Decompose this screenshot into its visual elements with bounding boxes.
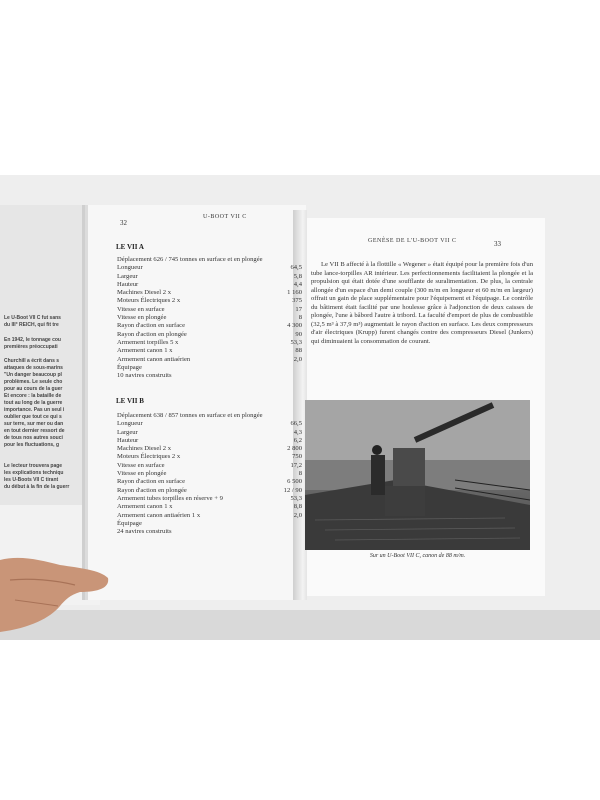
spec-label: Longueur [117,264,143,272]
cover-line: importance. Pas un seul i [4,407,65,413]
spec-value: 12 / 90 [283,486,302,494]
spec-value: 2 800 [287,445,302,453]
spec-label: Longueur [117,420,143,428]
spec-label: Machines Diesel 2 x [117,445,172,453]
cover-line: oublier que tout ce qui s [4,414,62,420]
cover-line: En 1942, le tonnage cou [4,337,61,343]
spec-value: 8 [298,314,302,322]
spec-table-vii-b [117,412,302,536]
spec-label: Rayon d'action en surface [117,478,186,486]
spec-row [117,462,302,470]
spec-label: Machines Diesel 2 x [117,289,172,297]
spec-row [117,495,302,503]
spec-label: Rayon d'action en surface [117,322,186,330]
spec-label: Hauteur [117,436,139,444]
spec-label: Déplacement 638 / 857 tonnes en surface et en plongée [117,412,263,419]
spec-label: Déplacement 626 / 745 tonnes en surface et en plongée [117,256,263,263]
cover-line: attaques de sous-marins [4,365,63,371]
spec-row [117,256,302,264]
cover-line: pour les fluctuations, g [4,442,60,448]
spec-value: 6,2 [293,436,302,444]
spec-label: Armement torpilles 5 x [117,338,179,346]
cover-line: problèmes. Le seule cho [4,379,63,385]
spec-value: 53,3 [290,338,302,346]
section-title-vii-a: LE VII A [116,243,144,251]
spec-row [117,297,302,305]
cover-line: du III° REICH, qui fit tre [4,322,59,328]
cover-line: Et encore : la bataille de [4,393,62,399]
spec-value: 66,5 [290,420,302,428]
spec-label: Vitesse en surface [117,461,165,469]
spec-row [117,470,302,478]
hand-holding-page [0,540,110,640]
spec-row [117,528,302,536]
running-head-left: U-BOOT VII C [203,214,247,220]
spec-row [117,520,302,528]
spec-label: Vitesse en plongée [117,314,167,322]
spec-value: 750 [292,453,302,461]
spec-row [117,281,302,289]
page-number-left: 32 [120,219,127,227]
spec-label: 24 navires construits [117,528,172,536]
spec-value: 5,8 [293,272,302,280]
spec-row [117,412,302,420]
spec-row [117,273,302,281]
spec-value: 64,5 [290,264,302,272]
spec-label: Équipage [117,363,142,371]
cover-line: "Un danger beaucoup pl [4,372,62,378]
spec-row [117,356,302,364]
spec-value: 88 [295,347,302,355]
spec-row [117,437,302,445]
spec-value: 1 160 [287,289,302,297]
spec-label: Moteurs Électriques 2 x [117,453,181,461]
page-number-right: 33 [494,240,501,248]
spec-label: 10 navires construits [117,372,172,380]
spec-row [117,364,302,372]
spec-label: Vitesse en plongée [117,470,167,478]
spec-label: Armement tubes torpilles en réserve + 9 [117,494,223,502]
cover-line: les U-Boots VII C tirant [4,477,59,483]
spec-row [117,420,302,428]
spec-value: 4,3 [293,428,302,436]
spec-label: Armement canon antiaérien [117,355,191,363]
spec-label: Hauteur [117,280,139,288]
spec-value: 53,3 [290,494,302,502]
spec-row [117,372,302,380]
spec-value: 4,4 [293,280,302,288]
spec-value: 4 300 [287,322,302,330]
spec-label: Moteurs Électriques 2 x [117,297,181,305]
cover-line: les explications techniqu [4,470,64,476]
cover-line: tout au long de la guerre [4,400,63,406]
spec-value: 8,8 [293,503,302,511]
body-paragraph [311,261,533,346]
spec-value: 90 [295,330,302,338]
spec-row [117,453,302,461]
spec-row [117,339,302,347]
spec-row [117,347,302,355]
cover-line: pour au cours de la guer [4,386,63,392]
spec-label: Rayon d'action en plongée [117,486,187,494]
section-title-vii-b: LE VII B [116,397,144,405]
cover-line: en tout dernier ressort de [4,428,65,434]
running-head-right: GENÈSE DE L'U-BOOT VII C [368,238,457,244]
spec-value: 6 500 [287,478,302,486]
photo-caption: Sur un U-Boot VII C, canon de 88 m/m. [369,553,466,559]
spec-label: Armement canon 1 x [117,503,173,511]
submarine-deck-photo [305,400,530,550]
spec-row [117,331,302,339]
spec-label: Largeur [117,272,138,280]
cover-line: Churchill a écrit dans s [4,358,60,364]
paragraph-text: Le VII B affecté à la flottille « Wegener » était équipé pour la première fois d'un tube lance-torpilles AR intérieur. Les perfectionnements facilitaient la plongée et la propulsion qui était dotée d'une soufflante de suralimentation. De plus, la centrale allongée d'un espace d'un demi couple (300 m/m en longueur et 60 m/m en largeur) offrait un gain de place supplémentaire pour l'équipement et l'équipage. Le contrôle du bâtiment était facilité par une houlesse grâce à l'adjonction de deux caisses de plongée, l'une à bâbord l'autre à tribord. La faculté d'emport de plus de combustible (32,5 m³ à 37,9 m³) augmentait le rayon d'action en surface. Les deux compresseurs d'air électriques (Krupp) furent changés contre des compresseurs Diesel (Junkers) qui diminuaient la consommation de courant. [311,261,533,345]
deck-gun-illustration [305,400,530,550]
spec-row [117,306,302,314]
cover-line: sur terre, sur mer ou dan [4,421,64,427]
spec-row [117,478,302,486]
spec-table-vii-a [117,256,302,380]
spec-value: 375 [292,297,302,305]
spec-label: Rayon d'action en plongée [117,330,187,338]
spec-value: 2,0 [293,511,302,519]
spec-label: Équipage [117,519,142,527]
spec-value: 17 [295,305,302,313]
spec-row [117,487,302,495]
spec-row [117,429,302,437]
cover-line: du début à la fin de la guerr [4,484,70,490]
spec-row [117,264,302,272]
spec-row [117,314,302,322]
spec-label: Largeur [117,428,138,436]
spec-value: 2,0 [293,355,302,363]
spec-value: 8 [298,470,302,478]
spec-label: Vitesse en surface [117,305,165,313]
spec-row [117,512,302,520]
cover-line: Le lecteur trouvera page [4,463,63,469]
cover-line: de tous nos autres souci [4,435,63,441]
spec-row [117,503,302,511]
cover-line: Le U-Boot VII C fut sans [4,315,61,321]
cover-line: premières préoccupati [4,344,58,350]
spec-label: Armement canon 1 x [117,347,173,355]
spec-row [117,322,302,330]
spec-label: Armement canon antiaérien 1 x [117,511,201,519]
spec-value: 17,2 [290,461,302,469]
